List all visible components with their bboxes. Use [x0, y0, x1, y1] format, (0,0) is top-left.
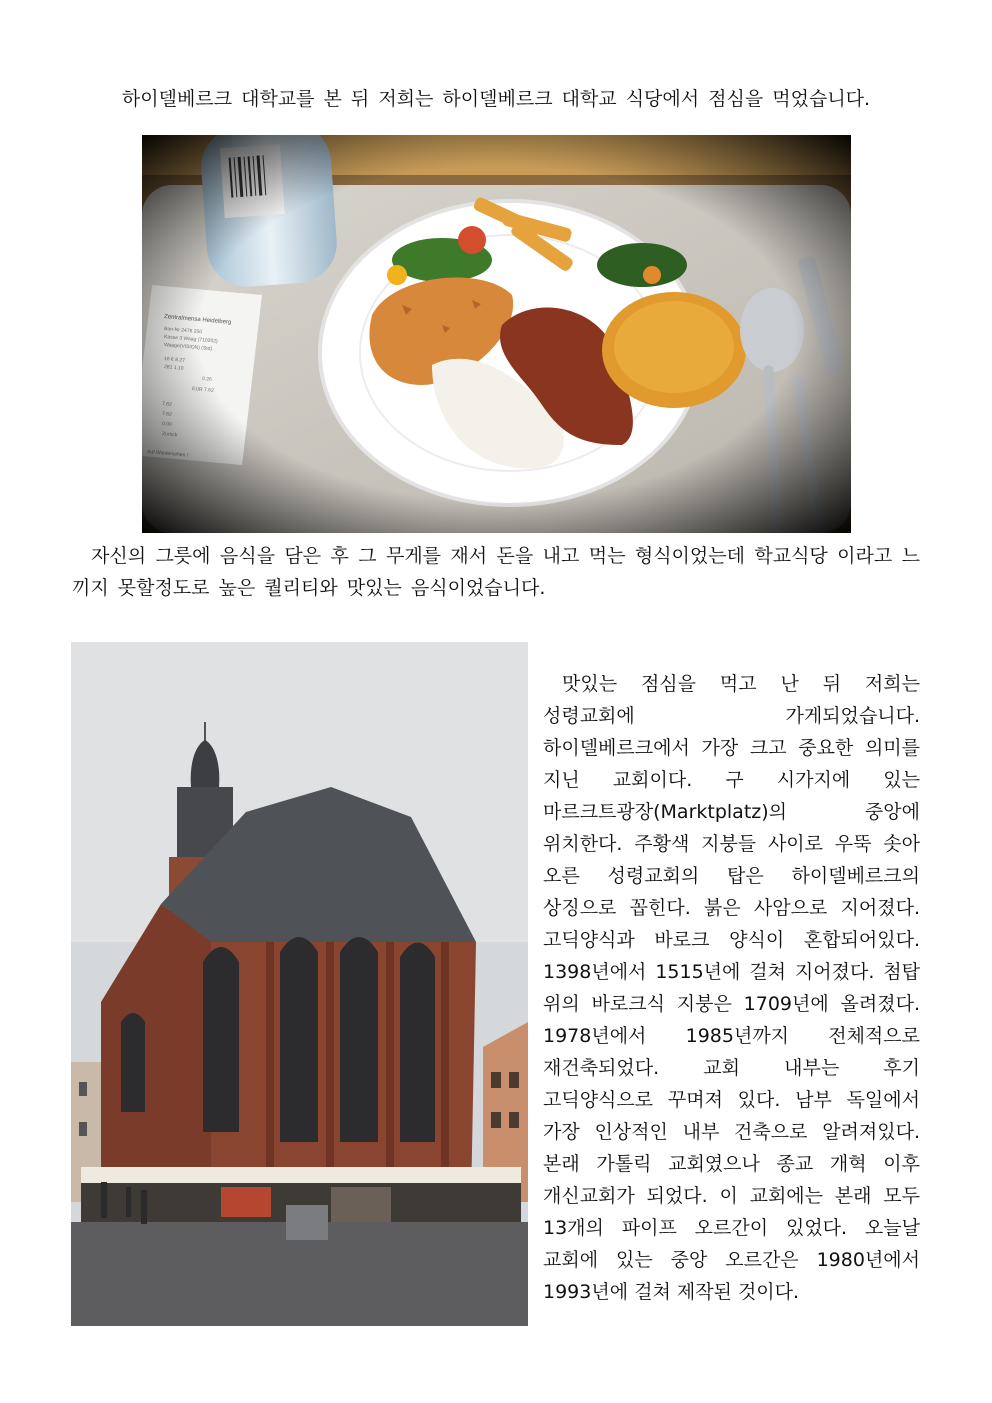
church-nave — [101, 904, 476, 1202]
cafeteria-paragraph: 자신의 그릇에 음식을 담은 후 그 무게를 재서 돈을 내고 먹는 형식이었는데 학교식당 이라고 느끼지 못할정도로 높은 퀄리티와 맛있는 음식이었습니다. — [72, 545, 920, 599]
intro-paragraph: 하이델베르크 대학교를 본 뒤 저희는 하이델베르크 대학교 식당에서 점심을 먹었습니다. — [121, 88, 871, 110]
church-paragraph: 맛있는 점심을 먹고 난 뒤 저희는 성령교회에 가게되었습니다. 하이델베르크에서 가장 크고 중요한 의미를 지닌 교회이다. 구 시가지에 있는 마르크트광장(Marktplatz)의 중앙에 위치한다. 주황색 지붕들 사이로 우뚝 솟아 오른 성령교회의 탑은 하이델베르크의 상징으로 꼽힌다. 붉은 사암으로 지어졌다. 고딕양식과 바로크 양식이 혼합되어있다. 1398년에서 1515년에 걸쳐 지어졌다. 첨탑 위의 바로크식 지붕은 1709년에 올려졌다. 1978년에서 1985년까지 전체적으로 재건축되었다. 교회 내부는 후기 고딕양식으로 꾸며져 있다. 남부 독일에서 가장 인상적인 내부 건축으로 알려져있다. 본래 가톨릭 교회였으나 종교 개혁 이후 개신교회가 되었다. 이 교회에는 본래 모두 13개의 파이프 오르간이 있었다. 오늘날 교회에 있는 중앙 오르간은 1980년에서 1993년에 걸쳐 제작된 것이다. — [543, 673, 920, 1303]
cafeteria-meal-photo — [142, 135, 851, 533]
holy-spirit-church-photo — [71, 642, 528, 1326]
planter — [286, 1205, 328, 1240]
